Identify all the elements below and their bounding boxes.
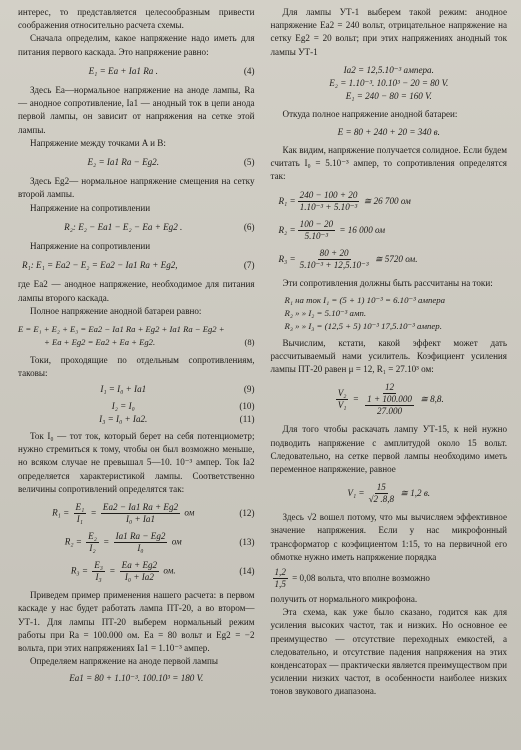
equation-body: R₁ = $\frac{\text{E₁}}{\text{I₁}}$ = $\frac{Eа2 - Iа1 Rа + Eg2}{\text{I₀ + Iа1}}$ ом — [52, 502, 195, 525]
denominator: I₀ — [137, 543, 144, 554]
two-column-layout — [18, 6, 507, 699]
paragraph: Напряжение между точками A и B: — [30, 137, 166, 148]
eq-lhs: R₂ = — [278, 224, 296, 235]
paragraph: Как видим, напряжение получается солидное. Если будем считать I₀ = 5.10⁻³ ампер, то сопротивления определятся так: — [270, 145, 507, 182]
numerator: 15 — [376, 482, 386, 493]
fraction — [114, 531, 168, 554]
numerator: Iа1 Rа − Eg2 — [115, 531, 166, 542]
numerator: E₂ — [88, 531, 97, 542]
denominator: 5.10⁻³ + 12,5.10⁻³ — [299, 259, 369, 270]
equation-line: E = 80 + 240 + 20 = 340 в. — [337, 127, 440, 138]
denominator: I₂ — [89, 543, 96, 554]
equation-14 — [18, 560, 255, 583]
numerator: E₁ — [75, 502, 85, 513]
equation-gain: $\frac{\text{V₂}}{\text{V₁}}$ = $\frac{12}{\frac{1 + 100.000}{27.000}}$ ≅ 8,8. — [337, 382, 444, 417]
fraction — [101, 502, 180, 525]
numerator: 100 − 20 — [299, 218, 334, 229]
right-column — [271, 6, 508, 699]
fraction — [74, 502, 87, 525]
equation-v1 — [271, 482, 508, 505]
paragraph: Сначала определим, какое напряжение надо иметь для питания первого каскада. Это напряжение равно: — [18, 33, 255, 57]
equation-body: Eа1 = 80 + 1.10⁻³. 100.10³ = 180 V. — [69, 673, 204, 684]
equation-line: E₁ = 240 − 80 = 160 V. — [345, 90, 432, 101]
denominator: I₃ — [95, 572, 102, 583]
numerator: Eа2 − Iа1 Rа + Eg2 — [102, 502, 179, 513]
paragraph: Эта схема, как уже было сказано, годится как для усиления высоких частот, так и низких. Но основное ее преимущество — отсутствие переходных емкостей, а следовательно, и отсутствие падения напряжения на этих конденсаторах — практически является преимуществом при усилении низких частот, в особенности наиболее низких тонов звукового диапазона. — [270, 607, 507, 697]
paragraph: Здесь Eа—нормальное напряжение на аноде лампы, Rа — анодное сопротивление, Iа1 — анодный ток в цепи анода первой лампы, он зависит от напряжения на сетке этой лампы. — [18, 85, 255, 135]
equation-body: E₁ = Eа + Iа1 Rа . — [88, 65, 158, 76]
equation-number: (8) — [244, 337, 255, 348]
numerator: 1,2 — [274, 567, 286, 578]
fraction — [92, 560, 105, 583]
fraction — [273, 567, 288, 590]
current-list — [285, 294, 508, 333]
equation-line: E₂ = 1.10⁻³. 10.10³ − 20 = 80 V. — [329, 77, 449, 88]
result: ≅ 5720 ом. — [374, 253, 418, 264]
denominator: I₁ — [76, 514, 83, 525]
unit: ом — [171, 536, 182, 547]
paragraph: Напряжение на сопротивлении — [30, 241, 151, 252]
fraction — [86, 531, 99, 554]
denominator: V₁ — [337, 400, 347, 411]
denominator: 1,5 — [274, 579, 286, 590]
equation-6 — [18, 221, 255, 234]
equation-body: R₂: E₂ − Eа1 − E₂ − Eа + Eg2 . — [64, 221, 183, 232]
fraction — [120, 560, 159, 583]
equation-line: Iа2 = 12,5.10⁻³ ампера. — [343, 64, 434, 75]
result: = 0,08 вольта, что вполне возможно — [292, 572, 430, 583]
equation-body: I₃ = I₀ + Iа2. — [99, 413, 148, 424]
list-item: R₁ на ток I₁ = (5 + 1) 10⁻³ = 6.10⁻³ ампера — [284, 294, 446, 305]
list-item: R₂ » » I₂ = 5.10⁻³ амп. — [284, 307, 367, 318]
equation-body: R₃ = $\frac{\text{E₃}}{\text{I₃}}$ = $\frac{Eа + Eg2}{\text{I₀ + Iа2}}$ ом. — [70, 560, 176, 583]
result: ≅ 26 700 ом — [363, 195, 411, 206]
left-column — [18, 6, 255, 699]
equation-8 — [18, 323, 255, 349]
equation-9 — [18, 383, 255, 396]
paragraph: интерес, то представляется целесообразным привести соображения относительно расчета схемы. — [18, 7, 255, 31]
equation-number: (10) — [239, 400, 255, 411]
equation-r3 — [271, 248, 508, 271]
paragraph: Полное напряжение анодной батареи равно: — [30, 305, 202, 316]
result: ≅ 8,8. — [420, 394, 444, 405]
equation-body: I₂ = I₀ — [111, 400, 135, 411]
equation-12 — [18, 502, 255, 525]
equation-10 — [18, 400, 255, 413]
equation-number: (9) — [243, 384, 255, 395]
equation-body: R₁: E₁ = Eа2 − E₂ = Eа2 − Iа1 Rа + Eg2, — [22, 260, 178, 271]
unit: ом — [184, 507, 195, 518]
equation-number: (13) — [239, 536, 255, 547]
paragraph: Ток I₀ — тот ток, который берет на себя потенциометр; нужно стремиться к тому, чтобы он был возможно меньше, но всяком случае не превышал 5—10. 10⁻³ ампер. Ток Iа2 определяется характеристикой лампы. Соответственно величины сопротивлений определятся так: — [18, 431, 255, 494]
eq-lhs: R₂ = — [64, 536, 85, 547]
paragraph: Здесь √2 вошел потому, что мы вычисляем эффективное значение напряжения. Если у нас микрофонный трансформатор с коэфициентом 1:15, то на первичной его обмотке нужно иметь напряжение порядка — [270, 512, 507, 562]
equation-number: (7) — [243, 260, 255, 271]
paragraph: Здесь Eg2— нормальное напряжение смещения на сетку второй лампы. — [18, 176, 255, 200]
paragraph: Определяем напряжение на аноде первой лампы — [30, 656, 218, 667]
eq-lhs: R₃ = — [278, 253, 296, 264]
equation-13 — [18, 531, 255, 554]
equation-anode-voltage — [18, 672, 255, 685]
denominator: I₀ + Iа2 — [124, 572, 154, 583]
fraction — [367, 482, 396, 505]
fraction — [298, 219, 335, 242]
equation-7 — [18, 259, 255, 272]
eq-lhs: V₁ = — [347, 488, 365, 499]
result: ≅ 1,2 в. — [400, 488, 431, 499]
numerator: 1 + 100.000 — [367, 394, 412, 405]
equation-line-row — [18, 336, 255, 349]
result: = 16 000 ом — [339, 224, 386, 235]
equation-r1 — [271, 190, 508, 213]
equation-body: R₂ = $\frac{\text{E₂}}{\text{I₂}}$ = $\frac{Iа1 Rа - Eg2}{\text{I₀}}$ ом — [64, 531, 182, 554]
paragraph: Напряжение на сопротивлении — [30, 202, 151, 213]
equation-line: + Eа + Eg2 = Eа2 + Eа + Eg2. — [44, 337, 156, 348]
equation-number: (4) — [243, 65, 255, 76]
fraction — [336, 388, 349, 411]
equation-r2 — [271, 219, 508, 242]
numerator: 240 − 100 + 20 — [299, 189, 358, 200]
equation-11 — [18, 413, 255, 426]
paragraph: Эти сопротивления должны быть рассчитаны на токи: — [282, 277, 493, 288]
numerator: V₂ — [337, 388, 347, 399]
numerator: 12 — [384, 382, 395, 393]
denominator: √2 .8,8 — [368, 494, 395, 505]
list-item: R₃ » » I₃ = (12,5 + 5) 10⁻³ 17,5.10⁻³ ампер. — [284, 320, 442, 331]
paragraph: Для лампы УТ-1 выберем такой режим: анодное напряжение Eа2 = 240 вольт, отрицательное напряжение на сетку Eg2 = 20 вольт; при этих напряжениях анодный ток лампы УТ-1 — [270, 7, 507, 57]
paragraph: Приведем пример применения нашего расчета: в первом каскаде у нас будет работать лампа ПТ-20, а во втором—УТ-1. Для лампы ПТ-20 выберем нормальный режим работы при Rа = 100.000 ом. Eа = 80 вольт и Eg2 = −2 вольта, при этих напряжениях Iа1 = 1.10⁻³ ампер. — [18, 590, 255, 653]
equation-total-voltage — [271, 126, 508, 139]
equation-5 — [18, 156, 255, 169]
paragraph: Вычислим, кстати, какой эффект может дать рассчитываемый нами усилитель. Коэфициент усиления лампы ПТ-20 равен μ = 12, R₁ = 27.10³ ом: — [270, 337, 507, 375]
fraction — [298, 248, 371, 271]
eq-lhs: R₁ = — [52, 507, 72, 518]
paragraph: Токи, проходящие по отдельным сопротивлениям, таковы: — [18, 355, 255, 379]
equation-number: (14) — [239, 565, 255, 576]
eq-lhs: R₃ = — [70, 565, 91, 576]
paragraph: Откуда полное напряжение анодной батареи: — [282, 108, 458, 119]
paragraph: получить от нормального микрофона. — [270, 594, 418, 605]
denominator: 5.10⁻³ — [304, 230, 329, 241]
denominator: I₀ + Iа1 — [126, 514, 155, 525]
equation-number: (5) — [243, 157, 255, 168]
numerator: E₃ — [94, 560, 103, 571]
numerator: Eа + Eg2 — [121, 560, 158, 571]
numerator: 80 + 20 — [319, 247, 349, 258]
unit: ом. — [163, 565, 176, 576]
equation-mic — [271, 567, 508, 590]
paragraph: Для того чтобы раскачать лампу УТ-15, к ней нужно подводить напряжение с амплитудой около 15 вольт. Следовательно, на сетке первой лампы необходимо иметь переменное напряжение, равное — [270, 424, 507, 475]
denominator: 27.000 — [377, 406, 403, 417]
equation-line: E = E₁ + E₂ + E₃ = Eа2 − Iа1 Rа + Eg2 + Iа1 Rа − Eg2 + — [18, 324, 225, 335]
denominator: 1.10⁻³ + 5.10⁻³ — [299, 201, 358, 212]
fraction — [298, 190, 360, 213]
eq-lhs: R₁ = — [278, 195, 296, 206]
equation-body: E₂ = Iа1 Rа − Eg2. — [87, 157, 159, 168]
equation-number: (11) — [239, 413, 255, 424]
nested-fraction — [365, 394, 414, 417]
equation-group — [271, 64, 508, 103]
equation-4 — [18, 65, 255, 78]
equation-number: (12) — [239, 507, 255, 518]
equation-number: (6) — [243, 221, 255, 232]
denominator — [363, 394, 416, 417]
fraction — [363, 382, 416, 417]
equation-body: I₁ = I₀ + Iа1 — [100, 384, 147, 395]
paragraph: где Eа2 — анодное напряжение, необходимое для питания лампы второго каскада. — [18, 279, 255, 303]
